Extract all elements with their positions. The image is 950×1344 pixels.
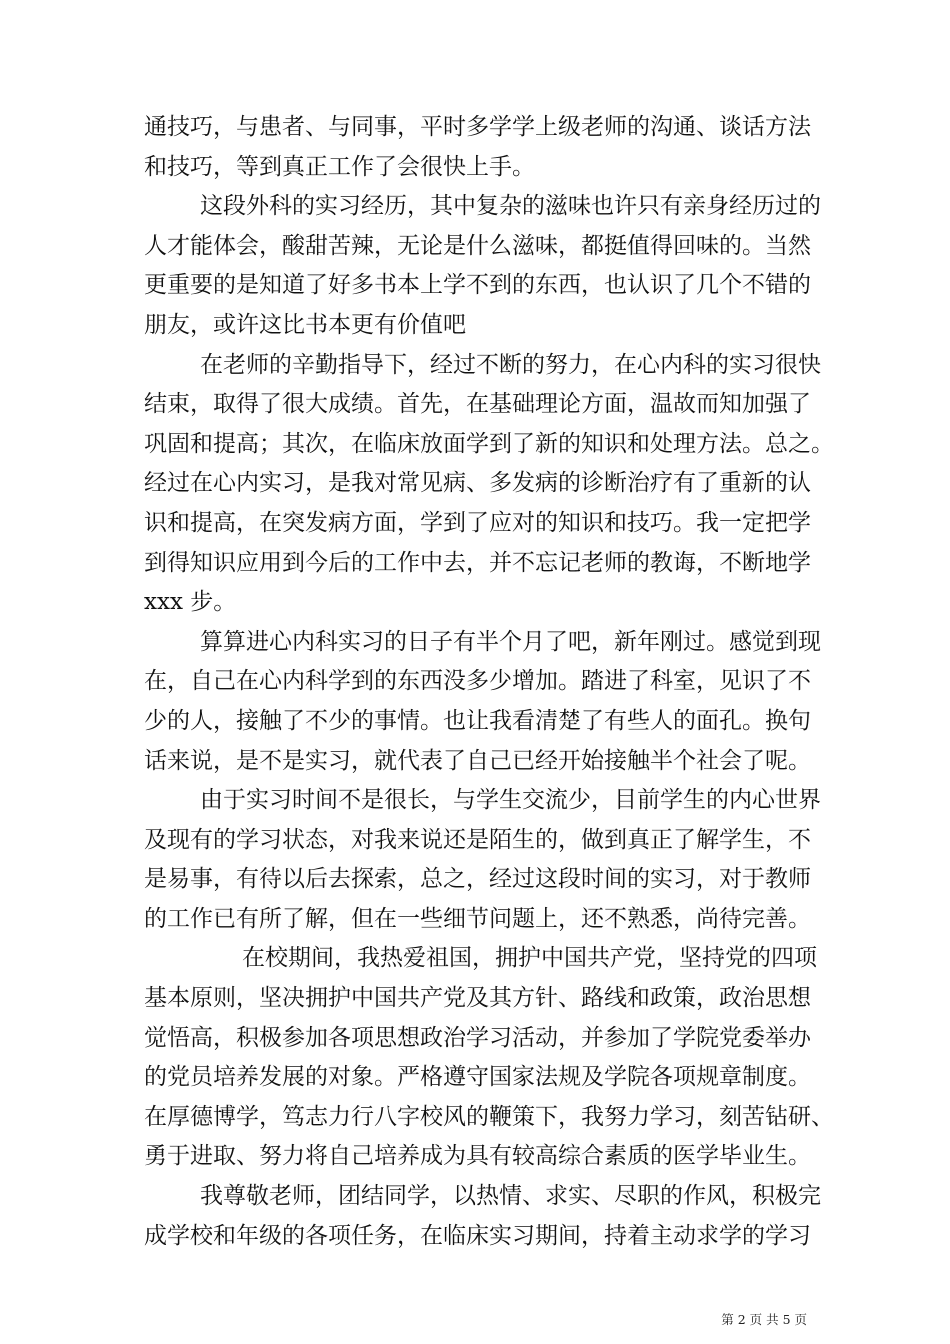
paragraph xyxy=(144,1177,824,1256)
text-line: 勇于进取、努力将自己培养成为具有较高综合素质的医学毕业生。 xyxy=(144,1143,811,1170)
text-line: 朋友，或许这比书本更有价值吧 xyxy=(144,311,466,338)
text-line: 由于实习时间不是很长，与学生交流少，目前学生的内心世界 xyxy=(200,787,821,814)
text-line: 这段外科的实习经历，其中复杂的滋味也许只有亲身经历过的 xyxy=(200,193,821,220)
text-line: 在，自己在心内科学到的东西没多少增加。踏进了科室，见识了不 xyxy=(144,668,811,695)
paragraph xyxy=(144,623,824,781)
paragraph xyxy=(144,781,824,939)
paragraph xyxy=(144,187,824,345)
text-line: 少的人，接触了不少的事情。也让我看清楚了有些人的面孔。换句 xyxy=(144,707,811,734)
paragraph xyxy=(144,108,824,187)
text-line: 人才能体会，酸甜苦辣，无论是什么滋味，都挺值得回味的。当然 xyxy=(144,232,811,259)
text-line: 通技巧，与患者、与同事，平时多学学上级老师的沟通、谈话方法 xyxy=(144,114,811,140)
text-line: 算算进心内科实习的日子有半个月了吧，新年刚过。感觉到现 xyxy=(200,628,821,655)
text-line: 话来说，是不是实习，就代表了自己已经开始接触半个社会了呢。 xyxy=(144,747,811,774)
text-line: 在老师的辛勤指导下，经过不断的努力，在心内科的实习很快 xyxy=(200,351,821,378)
text-line: 的工作已有所了解，但在一些细节问题上，还不熟悉，尚待完善。 xyxy=(144,905,811,932)
text-line: 在校期间，我热爱祖国，拥护中国共产党，坚持党的四项 xyxy=(242,945,817,972)
text-line: 成学校和年级的各项任务，在临床实习期间，持着主动求学的学习 xyxy=(144,1222,811,1249)
text-line: 在厚德博学，笃志力行八字校风的鞭策下，我努力学习，刻苦钻研、 xyxy=(144,1103,834,1130)
text-line: 到得知识应用到今后的工作中去，并不忘记老师的教诲，不断地学 xyxy=(144,549,811,576)
page-number: 第 2 页 共 5 页 xyxy=(721,1312,807,1327)
text-line: 基本原则，坚决拥护中国共产党及其方针、路线和政策，政治思想 xyxy=(144,985,811,1012)
document-body xyxy=(144,108,834,1256)
text-line: 更重要的是知道了好多书本上学不到的东西，也认识了几个不错的 xyxy=(144,272,811,299)
text-line: 巩固和提高；其次，在临床放面学到了新的知识和处理方法。总之。 xyxy=(144,430,834,457)
text-line: 是易事，有待以后去探索，总之，经过这段时间的实习，对于教师 xyxy=(144,866,811,893)
paragraph xyxy=(144,939,834,1177)
paragraph xyxy=(144,346,834,623)
text-line: 的党员培养发展的对象。严格遵守国家法规及学院各项规章制度。 xyxy=(144,1064,811,1091)
text-line: 经过在心内实习，是我对常见病、多发病的诊断治疗有了重新的认 xyxy=(144,470,811,497)
text-line: 我尊敬老师，团结同学，以热情、求实、尽职的作风，积极完 xyxy=(200,1183,821,1210)
text-line: 结束，取得了很大成绩。首先，在基础理论方面，温故而知加强了 xyxy=(144,391,811,418)
text-line: xxx 步。 xyxy=(144,589,237,616)
text-line: 觉悟高，积极参加各项思想政治学习活动，并参加了学院党委举办 xyxy=(144,1024,811,1051)
text-line: 和技巧，等到真正工作了会很快上手。 xyxy=(144,153,535,180)
text-line: 及现有的学习状态，对我来说还是陌生的，做到真正了解学生，不 xyxy=(144,826,811,853)
text-line: 识和提高，在突发病方面，学到了应对的知识和技巧。我一定把学 xyxy=(144,509,811,536)
